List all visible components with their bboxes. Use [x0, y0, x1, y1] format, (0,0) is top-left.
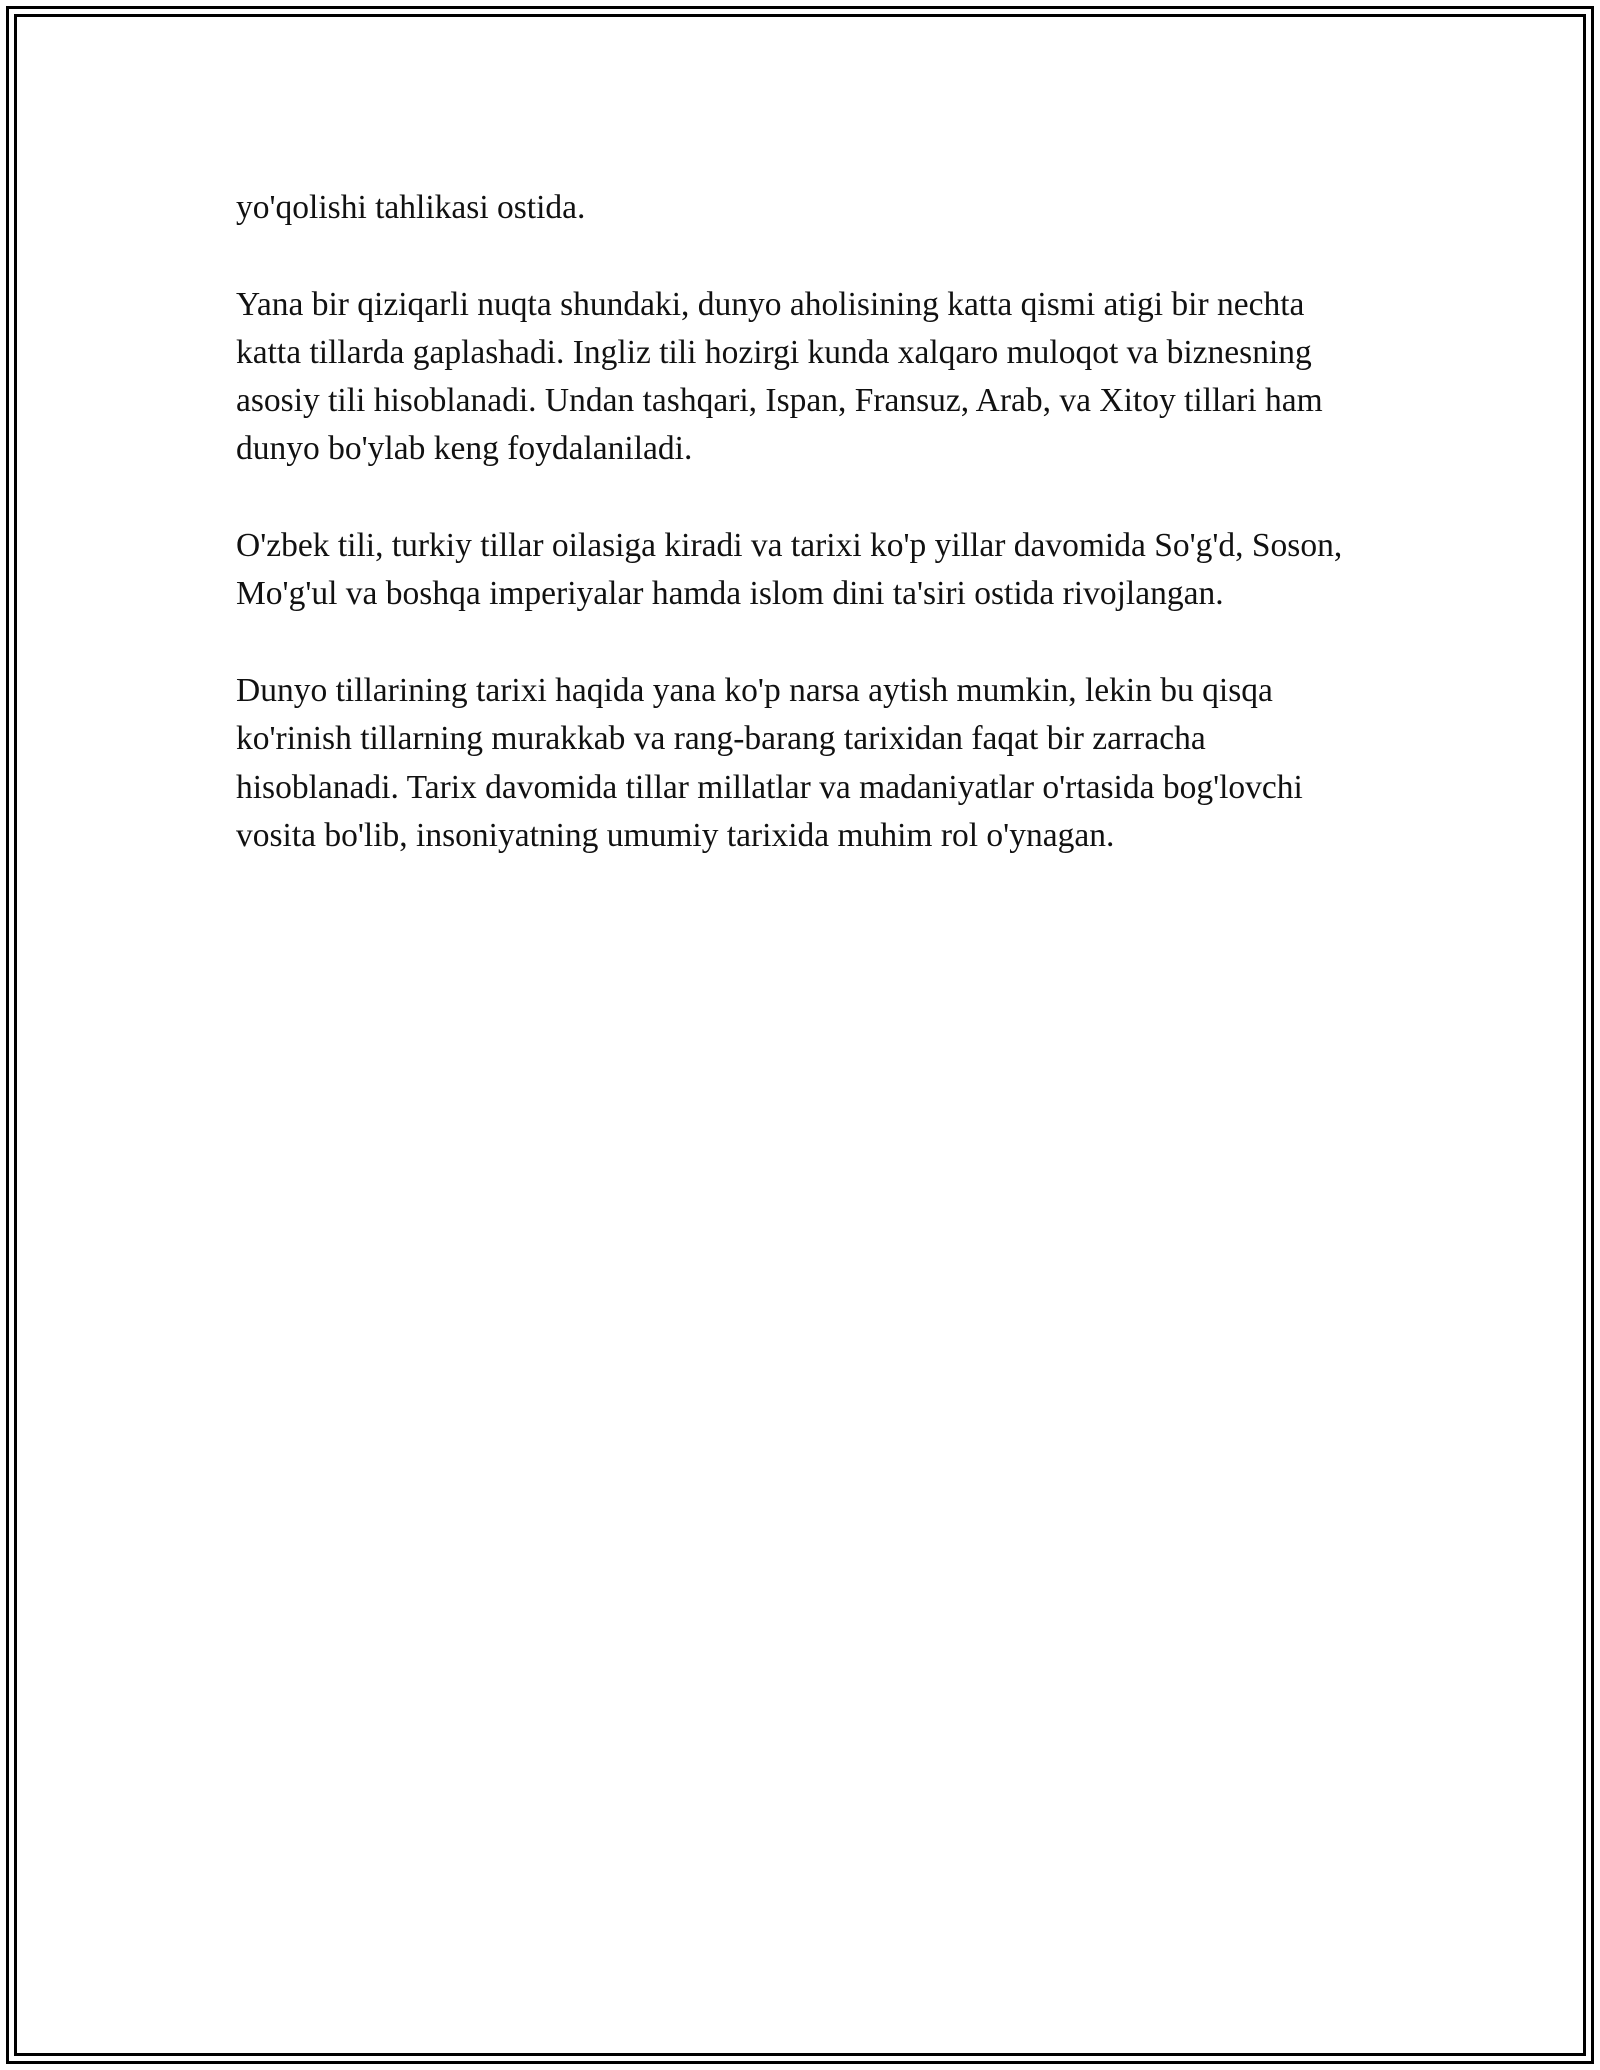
paragraph-4: Dunyo tillarining tarixi haqida yana ko'p narsa aytish mumkin, lekin bu qisqa ko'rinish tillarning murakkab va rang-barang tarixidan faqat bir zarracha hisoblanadi. Tarix davomida tillar millatlar va madaniyatlar o'rtasida bog'lovchi vosita bo'lib, insoniyatning umumiy tarixida muhim rol o'ynagan. — [236, 671, 1303, 854]
paragraph-2: Yana bir qiziqarli nuqta shundaki, dunyo aholisining katta qismi atigi bir nechta katta tillarda gaplashadi. Ingliz tili hozirgi kunda xalqaro muloqot va biznesning asosiy tili hisoblanadi. Undan tashqari, Ispan, Fransuz, Arab, va Xitoy tillari ham dunyo bo'ylab keng foydalaniladi. — [236, 285, 1323, 468]
paragraph-3: O'zbek tili, turkiy tillar oilasiga kiradi va tarixi ko'p yillar davomida So'g'd, Soson, Mo'g'ul va boshqa imperiyalar hamda islom dini ta'siri ostida rivojlangan. — [236, 527, 1343, 613]
document-body — [236, 184, 1366, 908]
paragraph-1: yo'qolishi tahlikasi ostida. — [236, 189, 586, 226]
